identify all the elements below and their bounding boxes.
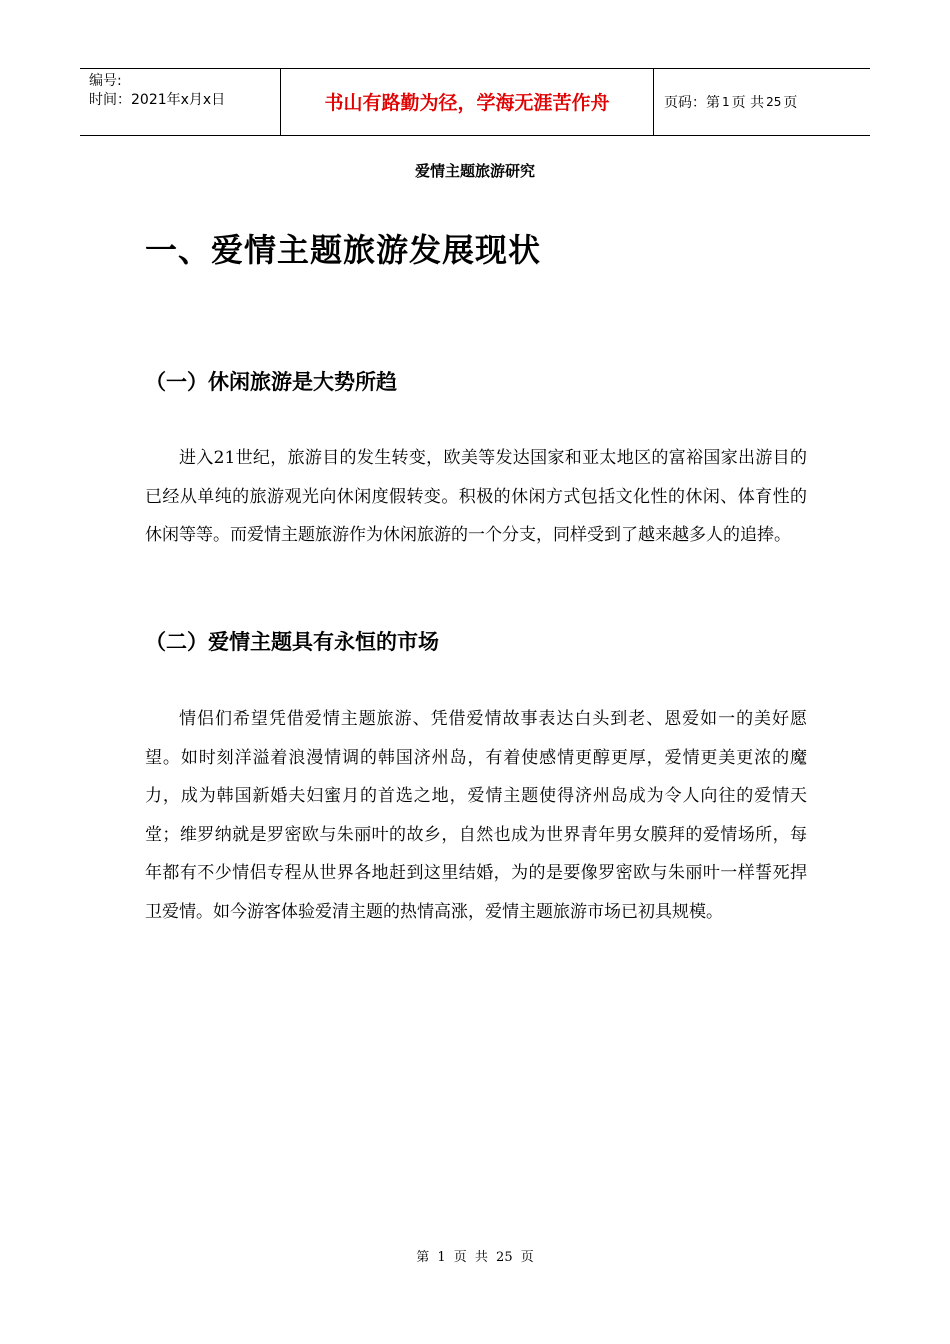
document-date-label: 时间：2021年x月x日: [89, 92, 226, 108]
section-heading-1: （一）休闲旅游是大势所趋: [145, 370, 397, 394]
page-prefix: 页码：第: [664, 95, 720, 111]
section-heading-2: （二）爱情主题具有永恒的市场: [145, 630, 439, 654]
document-title: 爱情主题旅游研究: [414, 162, 535, 180]
page-footer: 第 1 页 共 25 页: [416, 1250, 534, 1265]
header-motto: 书山有路勤为径，学海无涯苦作舟: [281, 69, 654, 135]
page-mid: 页 共: [731, 95, 765, 111]
page-total: 25: [766, 95, 782, 109]
chapter-heading: 一、爱情主题旅游发展现状: [145, 231, 542, 269]
document-number-label: 编号:: [89, 73, 122, 89]
page-header: [80, 68, 870, 136]
header-meta-cell: [80, 69, 281, 135]
page-current: 1: [722, 95, 730, 109]
section-paragraph-1: 进入21世纪，旅游目的发生转变，欧美等发达国家和亚太地区的富裕国家出游目的已经从单纯的旅游观光向休闲度假转变。积极的休闲方式包括文化性的休闲、体育性的休闲等等。而爱情主题旅游作为休闲旅游的一个分支，同样受到了越来越多人的追捧。: [145, 448, 807, 545]
page-suffix: 页: [783, 95, 798, 111]
header-page-indicator: [654, 69, 870, 135]
section-paragraph-2: 情侣们希望凭借爱情主题旅游、凭借爱情故事表达白头到老、恩爱如一的美好愿望。如时刻洋溢着浪漫情调的韩国济州岛，有着使感情更醇更厚，爱情更美更浓的魔力，成为韩国新婚夫妇蜜月的首选之地，爱情主题使得济州岛成为令人向往的爱情天堂；维罗纳就是罗密欧与朱丽叶的故乡，自然也成为世界青年男女膜拜的爱情场所，每年都有不少情侣专程从世界各地赶到这里结婚，为的是要像罗密欧与朱丽叶一样誓死捍卫爱情。如今游客体验爱清主题的热情高涨，爱情主题旅游市场已初具规模。: [145, 709, 807, 922]
